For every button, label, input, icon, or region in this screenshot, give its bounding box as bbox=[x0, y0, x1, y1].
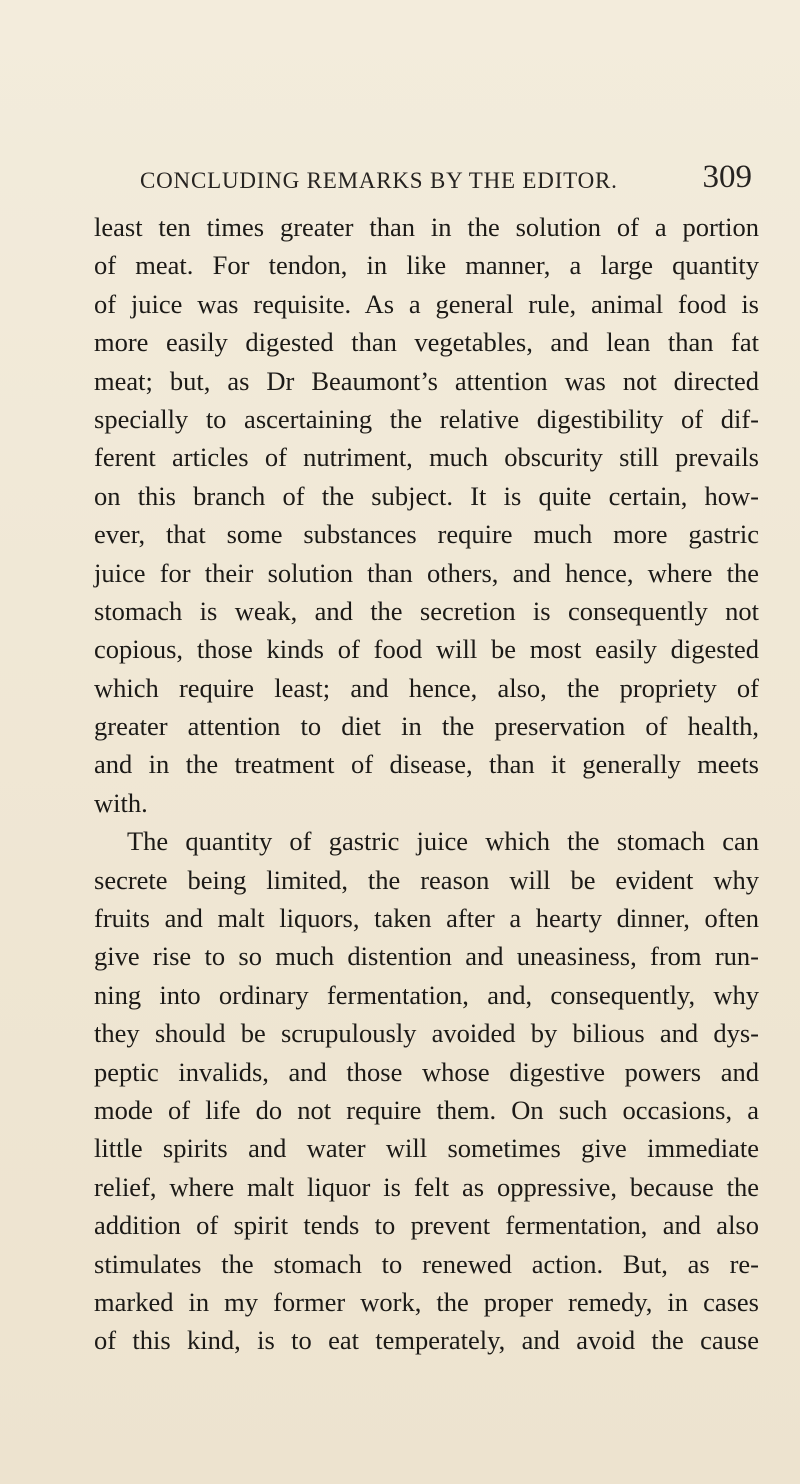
text-line: addition of spirit tends to prevent fermentation, and also bbox=[94, 1210, 759, 1241]
text-line: of this kind, is to eat temperately, and avoid the cause bbox=[94, 1325, 759, 1356]
text-line: least ten times greater than in the solution of a portion bbox=[94, 212, 759, 242]
text-line: with. bbox=[94, 787, 148, 818]
page-number: 309 bbox=[702, 159, 752, 195]
text-line: on this branch of the subject. It is quite certain, how- bbox=[94, 480, 759, 511]
text-line: meat; but, as Dr Beaumont’s attention was not directed bbox=[94, 365, 759, 396]
text-line: ning into ordinary fermentation, and, consequently, why bbox=[94, 979, 759, 1010]
text-line: stimulates the stomach to renewed action. But, as re- bbox=[94, 1248, 759, 1279]
text-line: peptic invalids, and those whose digestive powers and bbox=[94, 1056, 759, 1087]
text-line: which require least; and hence, also, the propriety of bbox=[94, 672, 759, 703]
text-line: The quantity of gastric juice which the stomach can bbox=[127, 826, 759, 857]
text-line: relief, where malt liquor is felt as oppressive, because the bbox=[94, 1171, 759, 1202]
text-line: greater attention to diet in the preservation of health, bbox=[94, 711, 759, 742]
text-line: marked in my former work, the proper remedy, in cases bbox=[94, 1286, 759, 1317]
text-line: mode of life do not require them. On such occasions, a bbox=[94, 1094, 759, 1125]
paragraph-1 bbox=[94, 208, 759, 822]
text-line: they should be scrupulously avoided by bilious and dys- bbox=[94, 1018, 759, 1049]
text-line: give rise to so much distention and uneasiness, from run- bbox=[94, 941, 759, 972]
running-head bbox=[140, 158, 752, 198]
text-line: little spirits and water will sometimes give immediate bbox=[94, 1133, 759, 1164]
text-line: more easily digested than vegetables, and lean than fat bbox=[94, 327, 759, 358]
text-line: of juice was requisite. As a general rule, animal food is bbox=[94, 288, 759, 319]
text-line: secrete being limited, the reason will be evident why bbox=[94, 864, 759, 895]
text-line: of meat. For tendon, in like manner, a large quantity bbox=[94, 250, 759, 281]
paragraph-2 bbox=[94, 822, 759, 1359]
running-title: CONCLUDING REMARKS BY THE EDITOR. bbox=[140, 168, 618, 193]
body-text bbox=[94, 208, 759, 1360]
text-line: ferent articles of nutriment, much obscurity still prevails bbox=[94, 442, 759, 473]
text-line: copious, those kinds of food will be most easily digested bbox=[94, 634, 759, 665]
text-line: stomach is weak, and the secretion is consequently not bbox=[94, 595, 759, 626]
text-line: ever, that some substances require much more gastric bbox=[94, 519, 759, 550]
text-line: fruits and malt liquors, taken after a hearty dinner, often bbox=[94, 903, 759, 934]
text-line: juice for their solution than others, and hence, where the bbox=[94, 557, 759, 588]
text-line: and in the treatment of disease, than it generally meets bbox=[94, 749, 759, 780]
text-line: specially to ascertaining the relative digestibility of dif- bbox=[94, 403, 759, 434]
